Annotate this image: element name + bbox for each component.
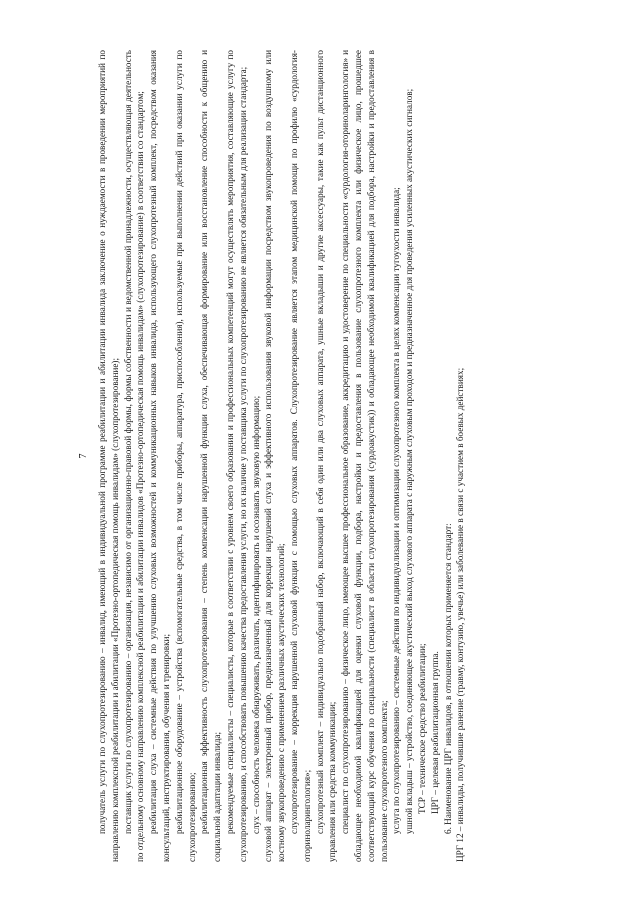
paragraph: реабилитация слуха – системные действия по улучшению слуховых возможностей и коммуникационных навыков инвалида, использующего слухопротезный комплект, посредством оказания консультаций, инструктирования, обучения и тренировки; — [148, 50, 171, 862]
page-number: 7 — [78, 453, 89, 459]
paragraph: рекомендуемые специалисты – специалисты, которые в соответствии с уровнем своего образования и профессиональных компетенций могут осуществлять мероприятия, составляющие услугу по слухопротезированию, и способствовать повышению качества предоставления услуги, но их наличие у поставщика услуги по слухопротезированию не является обязательным для реализации стандарта; — [224, 50, 248, 862]
paragraph: ушной вкладыш – устройство, соединяющее акустический выход слухового аппарата с наружным слуховым проходом и предназначенное для проведения усиленных акустических сигналов; — [404, 88, 415, 834]
paragraph: 6. Наименование ЦРГ инвалидов, в отношении которых применяется стандарт: — [442, 523, 453, 834]
paragraph: реабилитационное оборудование – устройства (вспомогательные средства, в том числе приборы, аппаратура, приспособления), используемые при выполнении действий при оказании услуги по слухопротезированию; — [173, 50, 197, 862]
paragraph: ТСР – техническое средство реабилитации; — [416, 643, 427, 814]
paragraph: специалист по слухопротезированию – физическое лицо, имеющее высшее профессиональное образование, аккредитацию и удостоверение по специальности «сурдология-оториноларингология» и обладающее необходимой квалификацией для оценки слуховой функции, подбора, настройки и предоставления в пользование слухопротезного комплекта или физическое лицо, прошедшее соответствующий курс обучения по специальности (специалист в области слухопротезирования (сурдоакустик)) и обладающее необходимой квалификацией для подбора, настройки и предоставления в пользование слухопротезного комплекта; — [340, 50, 389, 862]
paragraph: слухопротезный комплект – индивидуально подобранный набор, включающий в себя один или два слуховых аппарата, ушные вкладыши и другие аксессуары, такие как пульт дистанционного управления или средства коммуникации; — [314, 50, 338, 862]
paragraph: получатель услуги по слухопротезированию – инвалид, имеющий в индивидуальной программе реабилитации и абилитации инвалида заключение о нуждаемости в проведении мероприятий по направлению комплексной реабилитации и абилитации «Протезно-ортопедическая помощь инвалидам» (слухопротезирование); — [97, 50, 120, 862]
paragraph: услуга по слухопротезированию – системные действия по индивидуализации и оптимизации слухопротезного комплекта в целях компенсации тугоухости инвалида; — [391, 187, 402, 834]
paragraph: реабилитационная эффективность слухопротезирования – степень компенсации нарушенной функции слуха, обеспечивающая формирование или восстановление способности к общению и социальной адаптации инвалида; — [199, 50, 223, 862]
paragraph: слуховой аппарат – электронный прибор, предназначенный для коррекции нарушений слуха и эффективного использования звуковой информации посредством звукопроведения по воздушному или костному звукопроведению с применением различных акустических технологий; — [263, 50, 287, 862]
paragraph: ЦРГ 12 – инвалиды, получившие ранение (травму, контузию, увечье) или заболевание в связи с участием в боевых действиях; — [455, 367, 466, 862]
rotated-content — [70, 50, 590, 862]
paragraph: слухопротезирование – коррекция нарушенной слуховой функции с помощью слуховых аппаратов. Слухопротезирование является этапом медицинской помощи по профилю «сурдология-оториноларингология»; — [288, 50, 312, 862]
paragraph: слух – способность человека обнаруживать, различать, идентифицировать и осознавать звуковую информацию; — [250, 395, 261, 834]
paragraph: ЦРГ – целевая реабилитационная группа. — [429, 651, 440, 814]
paragraph: поставщик услуги по слухопротезированию – организация, независимо от организационно-правовой формы, формы собственности и ведомственной принадлежности, осуществляющая деятельность по отдельному основному направлению комплексной реабилитации и абилитации инвалидов «Протезно-ортопедическая помощь инвалидам» (слухопротезирование) в соответствии со стандартом; — [122, 50, 146, 862]
body-text — [96, 50, 467, 862]
